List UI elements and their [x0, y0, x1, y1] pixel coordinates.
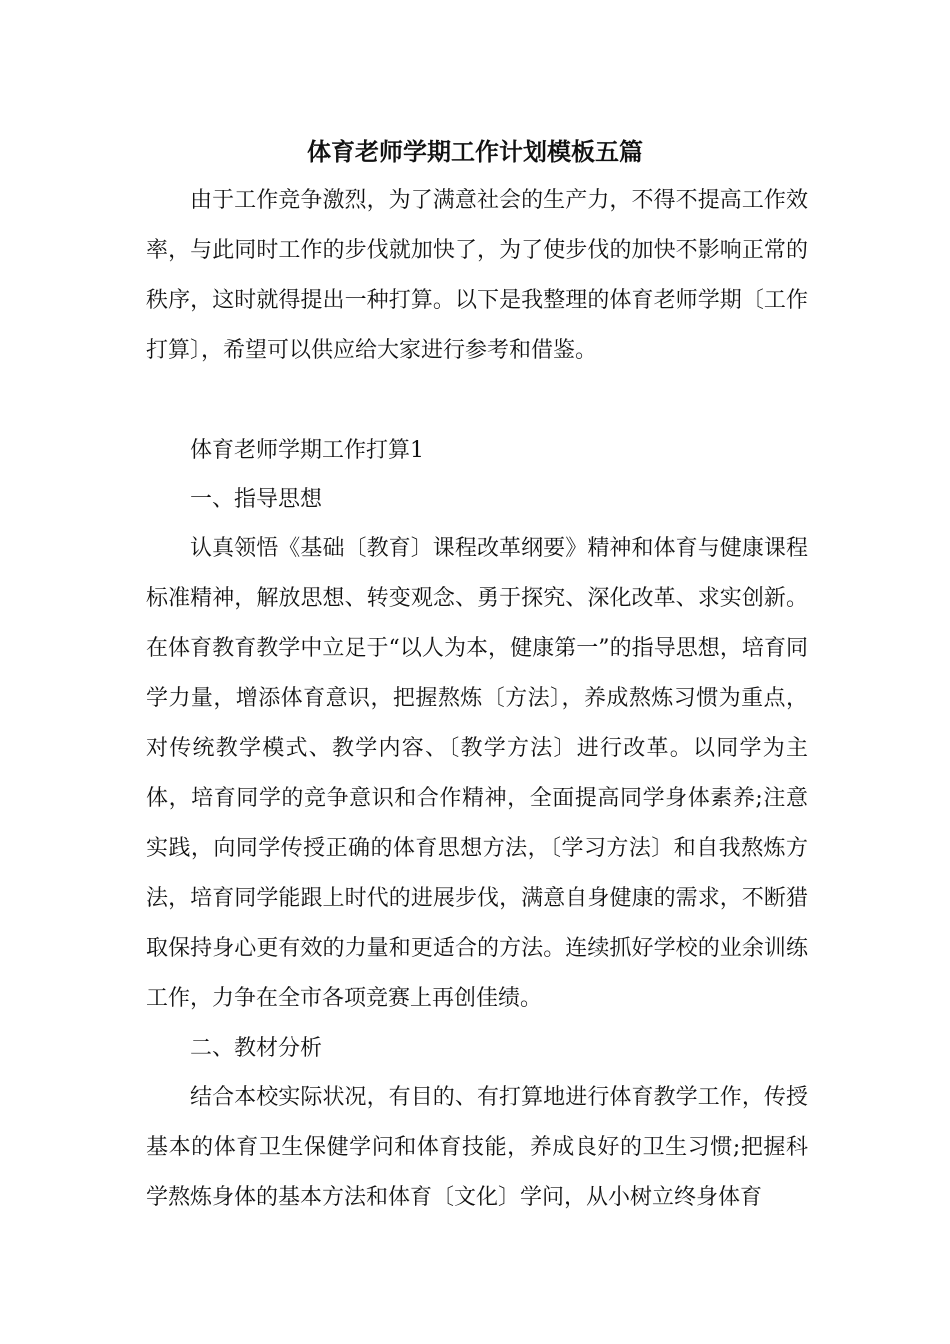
paragraph-textbook-analysis: 结合本校实际状况，有目的、有打算地进行体育教学工作，传授基本的体育卫生保健学问和体育技能，养成良好的卫生习惯;把握科学熬炼身体的基本方法和体育〔文化〕学问，从小树立终身体育: [146, 1085, 808, 1210]
heading-guiding-thought: 一、指导思想: [190, 487, 323, 512]
paragraph-guiding-thought: 认真领悟《基础〔教育〕课程改革纲要》精神和体育与健康课程标准精神，解放思想、转变观念、勇于探究、深化改革、求实创新。在体育教育教学中立足于“以人为本，健康第一”的指导思想，培育同学力量，增添体育意识，把握熬炼〔方法〕，养成熬炼习惯为重点，对传统教学模式、教学内容、〔教学方法〕进行改革。以同学为主体，培育同学的竞争意识和合作精神，全面提高同学身体素养;注意实践，向同学传授正确的体育思想方法，〔学习方法〕和自我熬炼方法，培育同学能跟上时代的进展步伐，满意自身健康的需求，不断猎取保持身心更有效的力量和更适合的方法。连续抓好学校的业余训练工作，力争在全市各项竞赛上再创佳绩。: [146, 536, 808, 1011]
heading-textbook-analysis: 二、教材分析: [190, 1036, 323, 1061]
section-title: 体育老师学期工作打算1: [190, 438, 424, 463]
document-title: 体育老师学期工作计划模板五篇: [307, 137, 643, 166]
intro-paragraph: 由于工作竞争激烈，为了满意社会的生产力，不得不提高工作效率，与此同时工作的步伐就加快了，为了使步伐的加快不影响正常的秩序，这时就得提出一种打算。以下是我整理的体育老师学期〔工作打算〕，希望可以供应给大家进行参考和借鉴。: [146, 188, 808, 363]
